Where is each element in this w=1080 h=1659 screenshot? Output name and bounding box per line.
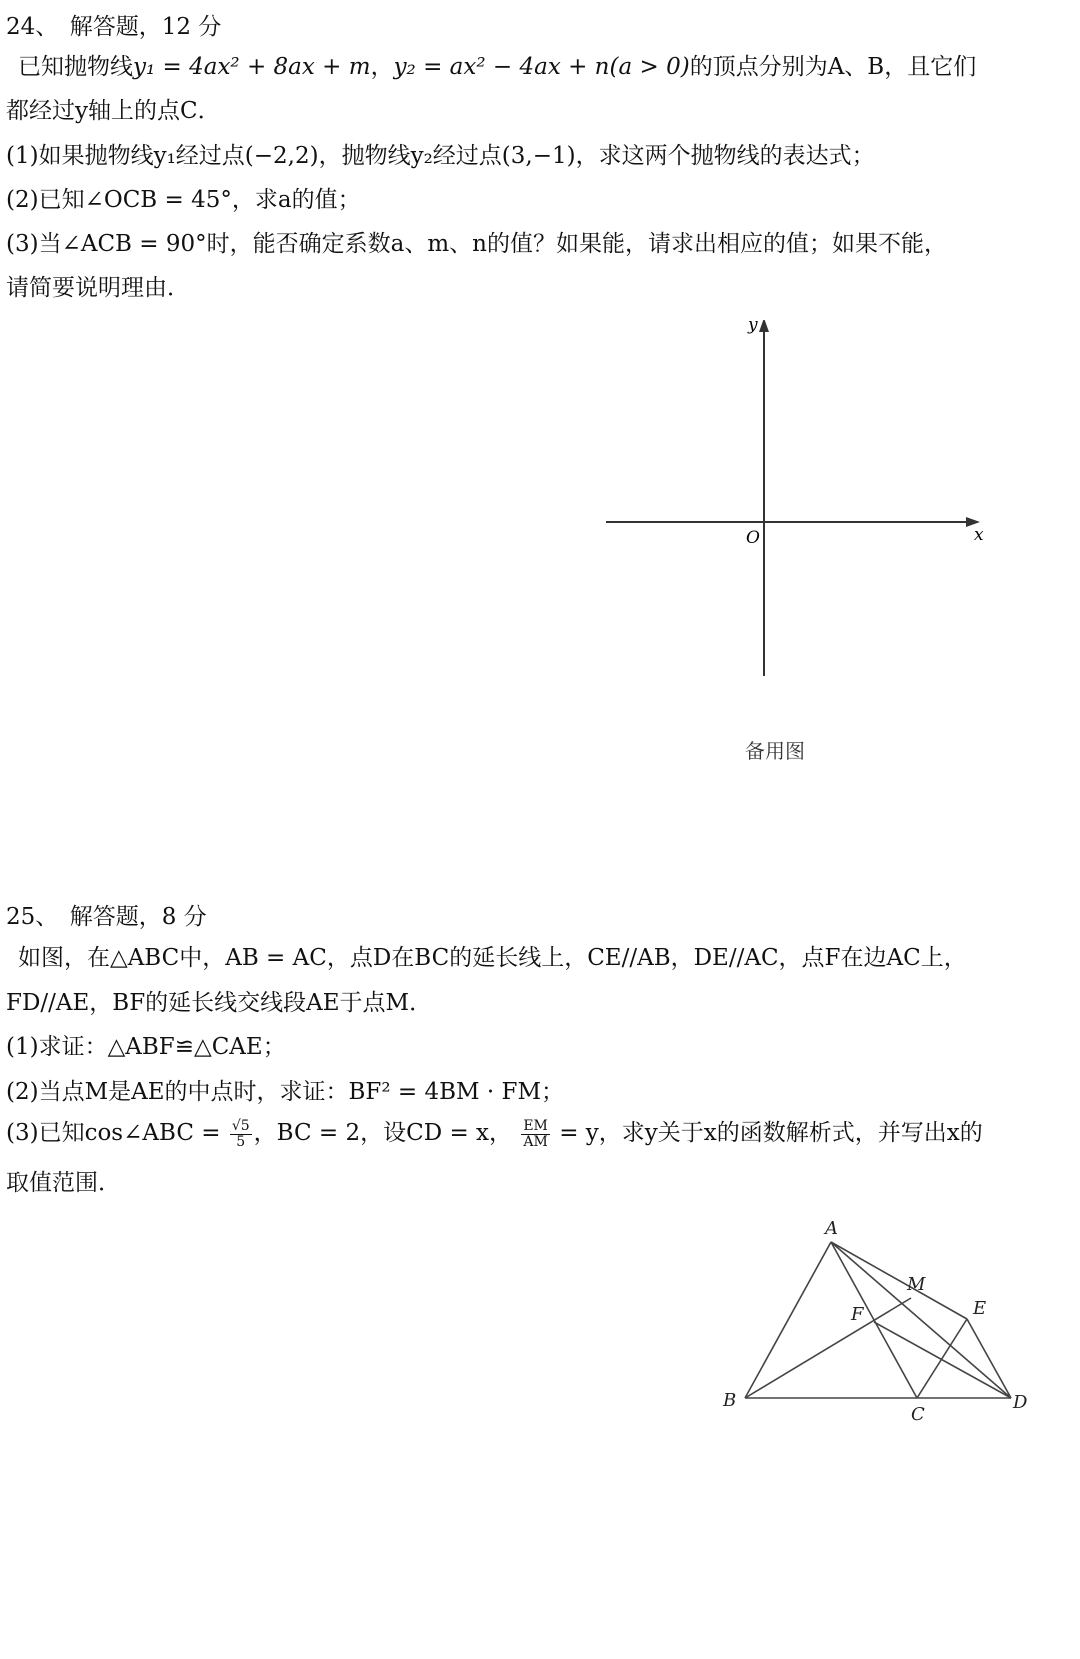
q25-part3a [6, 1118, 983, 1150]
q24-coordinate-figure [600, 320, 1020, 700]
q24-x-label: x [974, 525, 984, 545]
q25-label-M: M [907, 1274, 926, 1295]
q24-y-arrow [759, 320, 769, 332]
q25-part1: (1)求证：△ABF≌△CAE； [6, 1034, 286, 1060]
q25-seg-BM [745, 1298, 911, 1398]
q24-line1-text: 已知抛物线 [18, 54, 133, 80]
q24-origin-label: O [746, 528, 760, 548]
q25-part3b: 取值范围． [6, 1170, 121, 1196]
q24-figure-caption: 备用图 [745, 739, 805, 763]
q24-line2: 都经过y轴上的点C． [6, 98, 221, 124]
q25-header: 25、 解答题，8 分 [6, 904, 207, 930]
q25-part3a-pre: (3)已知cos∠ABC = [6, 1120, 221, 1146]
q24-line1-eq2: y₂ = ax² − 4ax + n(a > 0) [393, 54, 690, 80]
q24-line1 [18, 52, 976, 82]
q25-cos-frac-num: √5 [231, 1117, 250, 1134]
q25-line2: FD//AE，BF的延长线交线段AE于点M． [6, 990, 433, 1016]
q25-part3a-mid: ，BC = 2，设CD = x， [253, 1120, 513, 1146]
q25-seg-AB [745, 1242, 831, 1398]
q25-triangle-figure [715, 1210, 1035, 1430]
q25-part2: (2)当点M是AE的中点时，求证：BF² = 4BM · FM； [6, 1079, 565, 1105]
q25-label-F: F [851, 1304, 864, 1325]
q25-seg-CE [917, 1319, 967, 1398]
q24-line1-eq1: y₁ = 4ax² + 8ax + m [133, 54, 371, 80]
q25-label-A: A [825, 1218, 838, 1239]
q25-label-C: C [911, 1404, 925, 1425]
q25-cos-frac-den: 5 [236, 1133, 246, 1150]
q25-em-am-fraction [521, 1119, 550, 1150]
q25-label-E: E [973, 1298, 987, 1319]
q25-cos-fraction [230, 1119, 252, 1150]
q24-part3a: (3)当∠ACB = 90°时，能否确定系数a、m、n的值？如果能，请求出相应的值；如果不能， [6, 231, 947, 257]
q24-part2: (2)已知∠OCB = 45°，求a的值； [6, 187, 361, 213]
q24-part1: (1)如果抛物线y₁经过点(−2,2)，抛物线y₂经过点(3,−1)，求这两个抛物线的表达式； [6, 143, 875, 169]
q25-em-am-den: AM [523, 1133, 548, 1150]
q25-part3a-post: = y，求y关于x的函数解析式，并写出x的 [559, 1120, 983, 1146]
q25-line1: 如图，在△ABC中，AB = AC，点D在BC的延长线上，CE//AB，DE//AC，点F在边AC上， [18, 945, 967, 971]
q24-line1-tail: 的顶点分别为A、B，且它们 [689, 54, 977, 80]
q25-label-D: D [1013, 1392, 1028, 1413]
q25-label-B: B [723, 1390, 737, 1411]
q25-em-am-num: EM [523, 1117, 548, 1134]
q24-part3b: 请简要说明理由． [6, 275, 190, 301]
q24-header: 24、 解答题，12 分 [6, 14, 222, 40]
q24-y-label: y [748, 320, 758, 335]
q24-line1-sep: ， [370, 54, 394, 80]
